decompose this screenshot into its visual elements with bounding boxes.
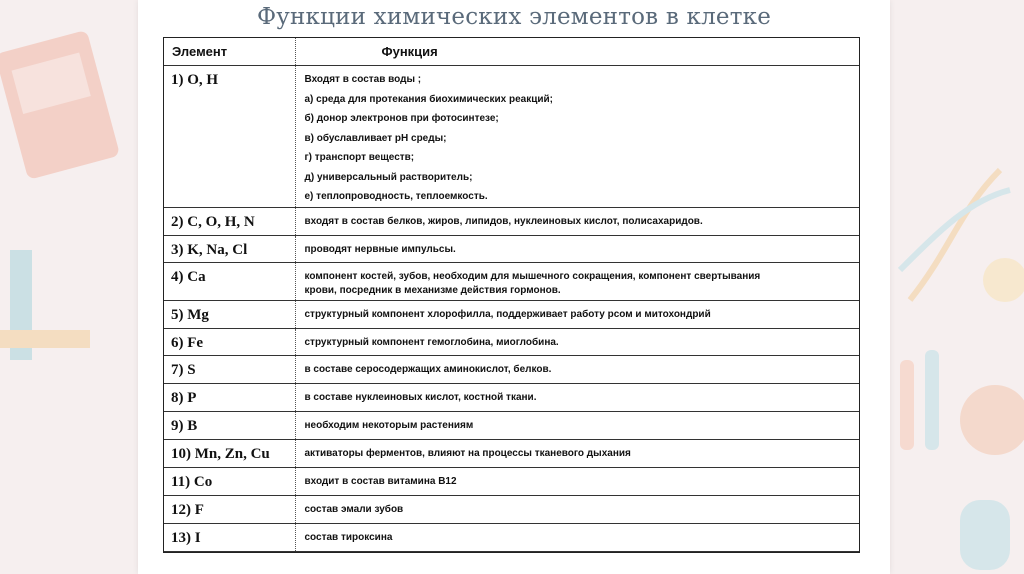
function-line: активаторы ферментов, влияют на процессы тканевого дыхания [304, 447, 631, 459]
function-line: входят в состав белков, жиров, липидов, нуклеиновых кислот, полисахаридов. [304, 215, 703, 227]
function-line: г) транспорт веществ; [304, 152, 415, 163]
function-cell [295, 523, 859, 551]
table-row [164, 262, 859, 300]
test-tubes-icon [900, 350, 939, 450]
glove-icon [960, 500, 1010, 570]
table-row [164, 235, 859, 262]
column-header-function: Функция [295, 38, 859, 66]
table-row [164, 523, 859, 551]
elements-table [163, 37, 860, 553]
flask-icon [960, 385, 1024, 455]
function-line: д) универсальный растворитель; [304, 171, 473, 183]
element-cell: 6) Fe [164, 328, 295, 355]
function-cell [295, 467, 859, 495]
table-row [164, 207, 859, 235]
function-cell [295, 207, 859, 235]
element-cell: 13) I [164, 523, 295, 551]
table-row [164, 300, 859, 328]
function-line: состав тироксина [304, 531, 393, 543]
page-title: Функции химических элементов в клетке [256, 4, 772, 30]
function-line: компонент костей, зубов, необходим для мышечного сокращения, компонент свертывания [304, 270, 761, 282]
table-row [164, 66, 859, 208]
element-cell: 11) Со [164, 467, 295, 495]
function-line: крови, посредник в механизме действия гормонов. [304, 284, 561, 296]
element-cell: 3) K, Na, Cl [164, 235, 295, 262]
table-header-row [164, 38, 859, 66]
function-cell [295, 235, 859, 262]
element-cell: 4) Са [164, 262, 295, 300]
element-cell: 8) Р [164, 383, 295, 411]
function-cell [295, 355, 859, 383]
table-row [164, 383, 859, 411]
function-cell [295, 262, 859, 300]
table-row [164, 411, 859, 439]
function-line: в) обуславливает pH среды; [304, 132, 447, 144]
function-cell [295, 439, 859, 467]
element-cell: 10) Mn, Zn, Cu [164, 439, 295, 467]
function-cell [295, 495, 859, 523]
function-line: Входят в состав воды ; [304, 74, 422, 85]
function-line: б) донор электронов при фотосинтезе; [304, 113, 499, 124]
function-line: е) теплопроводность, теплоемкость. [304, 191, 488, 202]
function-cell [295, 411, 859, 439]
table-row [164, 439, 859, 467]
book-icon [0, 30, 120, 180]
table-row [164, 495, 859, 523]
function-line: проводят нервные импульсы. [304, 243, 456, 255]
function-line: состав эмали зубов [304, 503, 404, 515]
element-cell: 1) О, Н [164, 66, 295, 208]
table-row [164, 467, 859, 495]
element-cell: 9) В [164, 411, 295, 439]
table-row [164, 355, 859, 383]
function-line: в составе нуклеиновых кислот, костной ткани. [304, 391, 537, 403]
function-cell [295, 300, 859, 328]
function-line: а) среда для протекания биохимических реакций; [304, 93, 553, 105]
function-cell [295, 328, 859, 355]
function-cell [295, 383, 859, 411]
element-cell: 5) Mg [164, 300, 295, 328]
element-cell: 7) S [164, 355, 295, 383]
function-line: необходим некоторым растениям [304, 419, 474, 431]
function-line: входит в состав витамина В12 [304, 475, 457, 487]
function-line: структурный компонент гемоглобина, миоглобина. [304, 336, 559, 348]
element-cell: 12) F [164, 495, 295, 523]
column-header-element: Элемент [164, 38, 295, 66]
function-line: в составе серосодержащих аминокислот, белков. [304, 363, 552, 375]
function-line: структурный компонент хлорофилла, поддерживает работу рсом и митохондрий [304, 308, 711, 320]
function-cell [295, 66, 859, 208]
lightbulb-icon [983, 258, 1024, 302]
table-row [164, 328, 859, 355]
element-cell: 2) С, О, Н, N [164, 207, 295, 235]
microscope-icon [0, 250, 90, 360]
